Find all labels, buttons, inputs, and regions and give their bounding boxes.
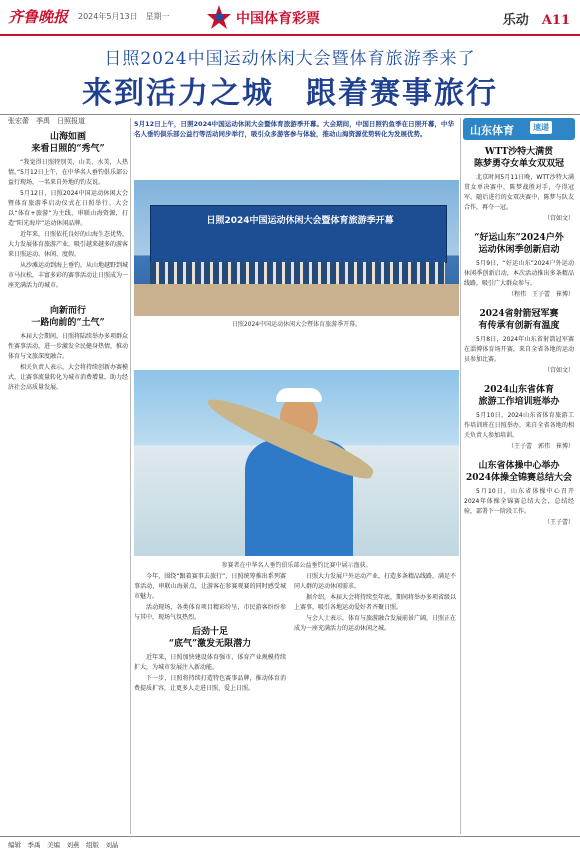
lottery-name: 中国体育彩票 — [236, 11, 320, 27]
brief-title: WTT沙特大满贯 陈梦勇夺女单女双双冠 — [473, 147, 564, 169]
paragraph: 日照大力发展户外运动产业，打造多条精品线路，满足不同人群的运动休闲需求。 — [294, 573, 456, 590]
brief-body: 5月9日，“好运山东”2024户外运动休闲季创新启动，本次活动推出多条精品线路，吸引广大群众参与。 — [464, 260, 574, 287]
subhead-1a: 山海如画 — [49, 132, 86, 142]
headline-rule — [0, 114, 580, 115]
brief-body: 5月8日，2024年山东省射箭冠军赛在淄博体育场开赛，来自全省各地的运动员参加比赛。 — [464, 336, 574, 363]
page-number: A11 — [541, 13, 570, 28]
brief-title: 2024山东省体育 旅游工作培训班举办 — [478, 385, 560, 407]
subhead-3b: “底气”激发无限潜力 — [168, 639, 252, 649]
brief-body: 5月10日，山东省体操中心召开2024年体操全锦赛总结大会，总结经验，部署下一阶段工作。 — [464, 488, 574, 515]
brief-source: （程伟 王子蕾 崔博） — [507, 291, 574, 298]
brief-source: （王子蕾 郭伟 崔博） — [507, 443, 574, 450]
stage-banner: 日照2024中国运动休闲大会暨体育旅游季开幕 — [206, 216, 394, 226]
subhead-3a: 后劲十足 — [191, 627, 228, 637]
ground — [134, 284, 459, 316]
paragraph: 相关负责人表示，大会将持续创新办赛模式，让赛事流量转化为城市消费增量，助力经济社会高质量发展。 — [8, 364, 128, 391]
paragraph: 近年来，日照依托良好的山海生态优势，大力发展体育旅游产业，吸引越来越多的游客来日照运动、休闲、度假。 — [8, 231, 128, 258]
brief-title: 山东省体操中心举办 2024体操全锦赛总结大会 — [465, 461, 573, 483]
headline-title: 来到活力之城 跟着赛事旅行 — [82, 76, 498, 111]
newspaper-logo: 齐鲁晚报 — [8, 8, 69, 26]
brief-title: 2024省射箭冠军赛 有传承有创新有温度 — [478, 309, 560, 331]
brief-source: （王子蕾） — [543, 519, 574, 526]
subhead-3 — [134, 626, 286, 650]
subhead-1 — [8, 131, 128, 155]
middle-column — [134, 572, 286, 832]
paragraph: 近年来，日照加快建设体育强市，体育产业规模持续扩大，为城市发展注入新动能。 — [134, 654, 286, 671]
section-label — [503, 9, 570, 28]
footer-credits: 编辑 季禹 美编 刘燕 组版 刘晶 — [0, 836, 580, 852]
brief-title: “好运山东”2024户外 运动休闲季创新启动 — [474, 233, 564, 255]
subhead-2a: 向新而行 — [49, 306, 86, 316]
byline: 张宏蕾 季禹 日照报道 — [8, 117, 85, 125]
subhead-2 — [8, 305, 128, 329]
subhead-2b: 一路向前的“土气” — [31, 318, 105, 328]
paragraph: 今年，围绕“跟着赛事去旅行”，日照统筹推出系列赛事活动，串联山海景点，让游客在参赛观赛的同时感受城市魅力。 — [134, 573, 286, 600]
column-divider — [460, 118, 461, 834]
column-divider — [130, 118, 131, 834]
paragraph: 活动现场，各类体育项目精彩纷呈，市民游客纷纷参与其中，现场气氛热烈。 — [134, 604, 286, 621]
subhead-1b: 来看日照的“秀气” — [31, 144, 105, 154]
brief-body: 5月10日，2024山东省体育旅游工作培训班在日照举办，来自全省各地的相关负责人参加培训。 — [464, 412, 574, 439]
issue-date: 2024年5月13日 星期一 — [78, 12, 170, 21]
photo-caption-2: 参赛者在中华名人垂钓俱乐部公益垂钓比赛中展示渔获。 — [221, 562, 372, 569]
lead-paragraph: 5月12日上午，日照2024中国运动休闲大会暨体育旅游季开幕。大会期间，中国日照钓鱼季在日照开幕，中华名人垂钓俱乐部公益行等活动同步举行，吸引众多游客参与体验，推动山海资源优势转化为发展优势。 — [134, 120, 454, 138]
brief-body: 北京时间5月11日晚，WTT沙特大满贯女单决赛中，陈梦战胜对手，夺得冠军。随后进行的女双决赛中，陈梦与队友合作，再夺一冠。 — [464, 174, 574, 211]
sidebar-badge: 速递 — [530, 121, 552, 134]
paragraph: “我觉得日照特别美，山美，水美，人热情。”5月12日上午，在中华名人垂钓俱乐部公益行现场，一名来自外地的钓友说。 — [8, 159, 128, 186]
headline-kicker: 日照2024中国运动休闲大会暨体育旅游季来了 — [104, 49, 476, 69]
paragraph: 本届大会期间，日照将陆续举办多项群众性赛事活动，进一步激发全民健身热情，推动体育与文旅深度融合。 — [8, 333, 128, 360]
paragraph: 5月12日，日照2024中国运动休闲大会暨体育旅游季启动仪式在日照举行。大会以“体育+旅游”为主线，串联山海资源，打造“阳光海岸”运动休闲品牌。 — [8, 190, 128, 227]
middle-right-column — [294, 572, 456, 832]
crowd — [150, 262, 445, 284]
section-name: 乐动 — [502, 13, 529, 28]
brief-source: （宫如文） — [543, 367, 574, 374]
sidebar-briefs — [464, 146, 574, 832]
sidebar-title: 山东体育 — [470, 124, 514, 137]
photo-caption-1: 日照2024中国运动休闲大会暨体育旅游季开幕。 — [231, 321, 362, 328]
left-column — [8, 128, 128, 832]
angler-cap — [276, 388, 322, 402]
paragraph: 与会人士表示，体育与旅游融合发展前景广阔，日照正在成为一座充满活力的运动休闲之城。 — [294, 615, 456, 632]
brief-source: （宫如文） — [543, 215, 574, 222]
paragraph: 从沙滩运动到海上垂钓，从山地越野到城市马拉松，丰富多彩的赛事活动让日照成为一座充满活力的城市。 — [8, 262, 128, 289]
lottery-logo-icon — [206, 4, 232, 30]
paragraph: 下一步，日照将持续打造特色赛事品牌，推动体育消费提质扩容，让更多人走进日照、爱上日照。 — [134, 675, 286, 692]
paragraph: 据介绍，本届大会将持续至年底，期间将举办多项省级以上赛事，吸引各地运动爱好者齐聚日照。 — [294, 594, 456, 611]
